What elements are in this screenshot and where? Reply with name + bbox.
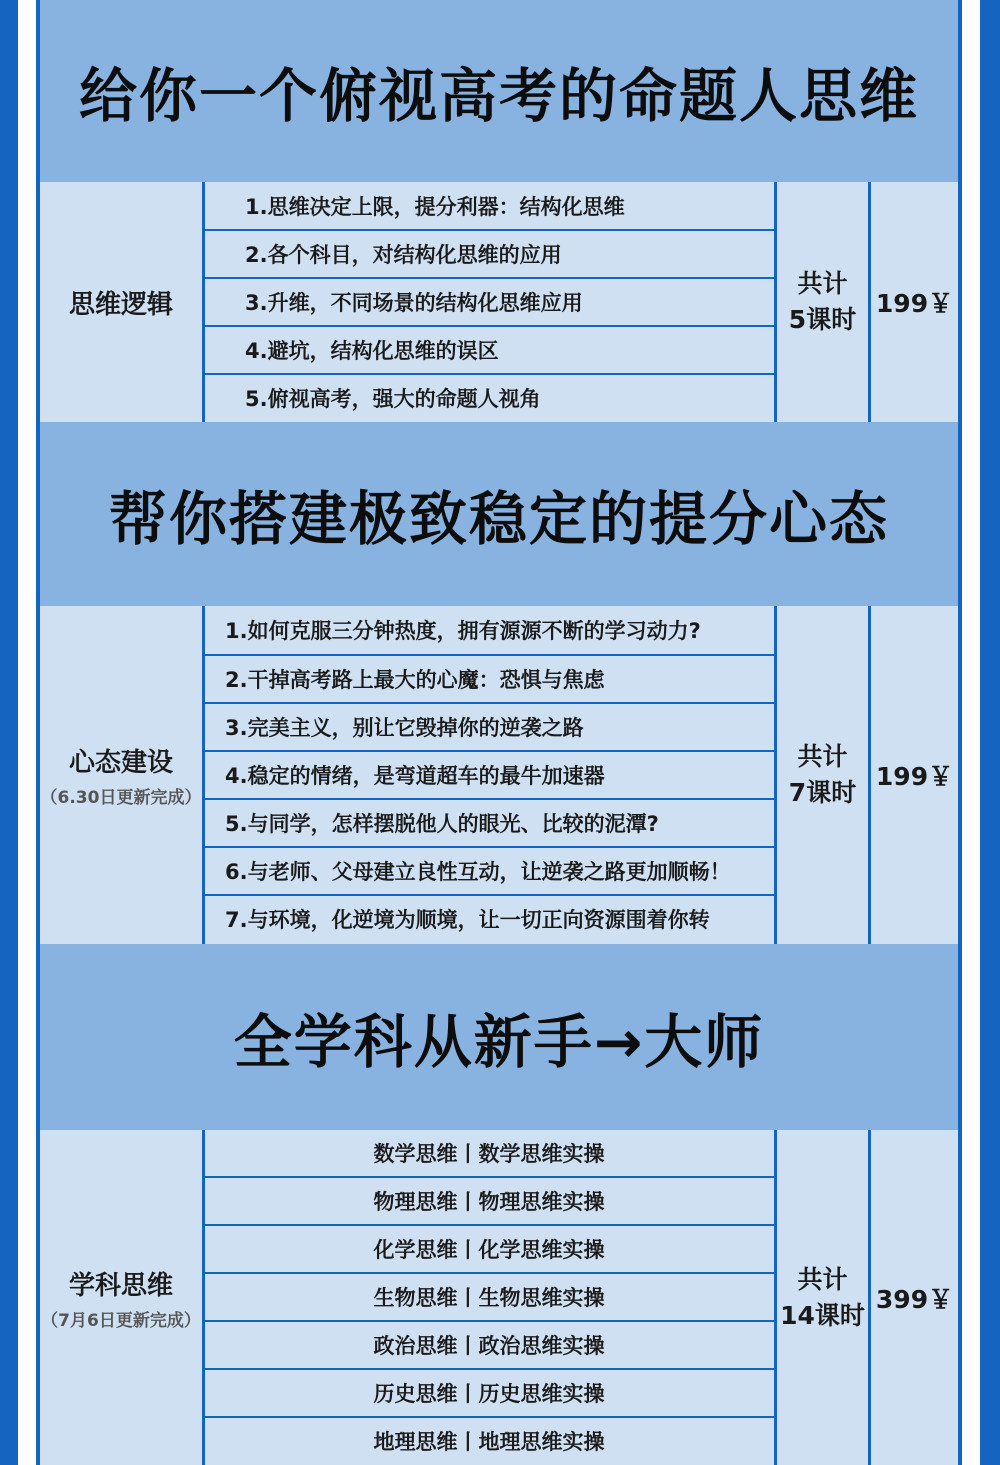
category-cell — [40, 1130, 202, 1465]
list-item: 6.与老师、父母建立良性互动，让逆袭之路更加顺畅！ — [225, 860, 731, 884]
price-cell: 199￥ — [875, 289, 954, 318]
list-item: 历史思维丨历史思维实操 — [373, 1382, 605, 1406]
category-update-note: （7月6日更新完成） — [41, 1310, 201, 1331]
hours-cell — [777, 606, 868, 944]
left-border-strip — [18, 0, 36, 1465]
list-item: 化学思维丨化学思维实操 — [373, 1238, 605, 1262]
hours-cell — [777, 1130, 868, 1465]
list-item: 1.思维决定上限，提分利器：结构化思维 — [245, 195, 625, 219]
category-name: 思维逻辑 — [68, 289, 173, 320]
list-item: 5.与同学，怎样摆脱他人的眼光、比较的泥潭? — [225, 812, 659, 836]
section-2-header — [40, 422, 958, 606]
hours-count: 14课时 — [780, 1300, 865, 1330]
list-item: 1.如何克服三分钟热度，拥有源源不断的学习动力? — [225, 619, 701, 643]
list-item: 4.稳定的情绪，是弯道超车的最牛加速器 — [225, 764, 605, 788]
section-1-table — [40, 182, 958, 422]
section-2-table — [40, 606, 958, 944]
category-name: 学科思维 — [68, 1270, 173, 1301]
price-cell: 199￥ — [875, 762, 954, 791]
category-cell — [40, 182, 202, 422]
hours-count: 7课时 — [788, 778, 857, 807]
hours-cell — [777, 182, 868, 422]
category-name: 心态建设 — [68, 748, 173, 778]
list-item: 3.完美主义，别让它毁掉你的逆袭之路 — [225, 716, 584, 740]
list-item: 4.避坑，结构化思维的误区 — [245, 339, 499, 363]
list-item: 政治思维丨政治思维实操 — [373, 1334, 605, 1358]
section-3-header — [40, 944, 958, 1130]
list-item: 地理思维丨地理思维实操 — [373, 1430, 605, 1454]
list-item: 物理思维丨物理思维实操 — [373, 1190, 605, 1214]
section-3-title: 全学科从新手→大师 — [233, 1008, 765, 1076]
hours-label: 共计 — [797, 1264, 848, 1294]
right-border-strip — [962, 0, 980, 1465]
category-update-note: （6.30日更新完成） — [40, 788, 202, 808]
section-3-table — [40, 1130, 958, 1465]
category-cell — [40, 606, 202, 944]
hours-label: 共计 — [797, 269, 848, 298]
section-2-title: 帮你搭建极致稳定的提分心态 — [108, 485, 889, 553]
list-item: 2.干掉高考路上最大的心魔：恐惧与焦虑 — [225, 668, 605, 692]
section-1-title: 给你一个俯视高考的命题人思维 — [78, 62, 919, 130]
section-1-header — [40, 0, 958, 182]
hours-count: 5课时 — [788, 305, 857, 334]
list-item: 2.各个科目，对结构化思维的应用 — [245, 243, 562, 267]
hours-label: 共计 — [797, 742, 848, 771]
list-item: 生物思维丨生物思维实操 — [373, 1286, 605, 1310]
list-item: 3.升维，不同场景的结构化思维应用 — [245, 291, 583, 315]
list-item: 5.俯视高考，强大的命题人视角 — [245, 387, 541, 411]
course-panel — [40, 0, 958, 1465]
list-item: 数学思维丨数学思维实操 — [373, 1142, 605, 1166]
price-cell: 399￥ — [875, 1284, 954, 1314]
list-item: 7.与环境，化逆境为顺境，让一切正向资源围着你转 — [225, 908, 710, 932]
